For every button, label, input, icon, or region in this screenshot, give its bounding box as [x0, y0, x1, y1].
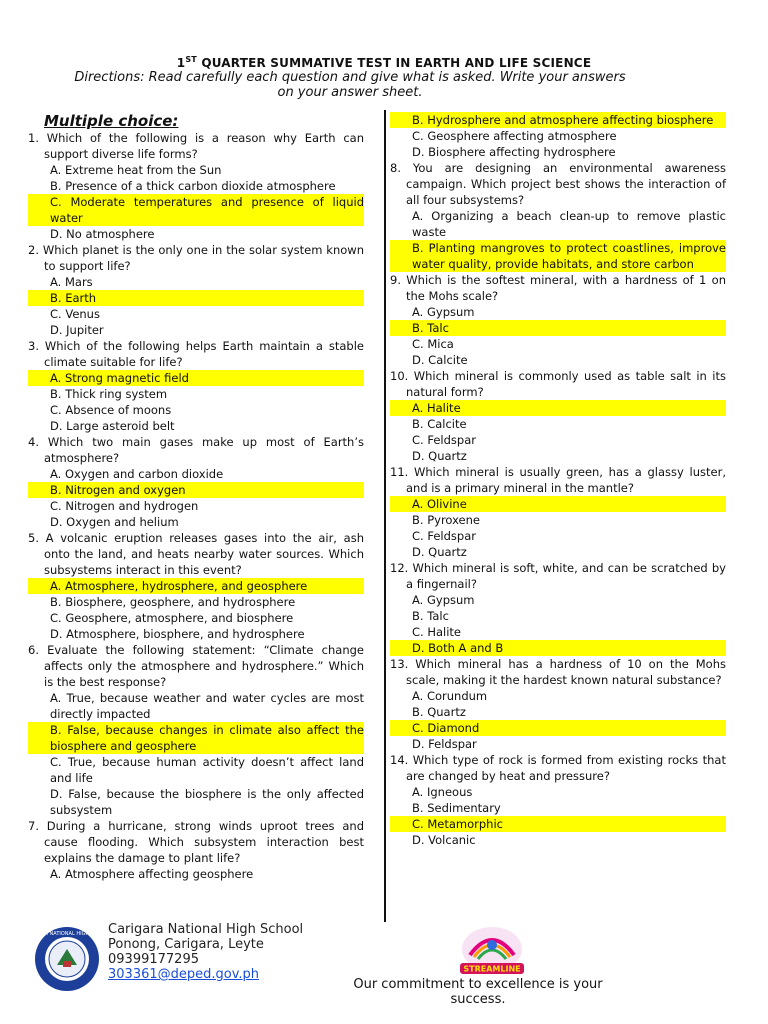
answer-option: B. Pyroxene	[412, 513, 480, 527]
answer-option: B. Presence of a thick carbon dioxide atmosphere	[50, 179, 336, 193]
answer-option: A. Gypsum	[412, 593, 475, 607]
answer-option: A. Organizing a beach clean-up to remove plastic waste	[412, 209, 726, 239]
logo-text: STREAMLINE	[463, 964, 521, 974]
answer-option: D. No atmosphere	[50, 227, 155, 241]
answer-option: D. Volcanic	[412, 833, 476, 847]
answer-option: A. Atmosphere affecting geosphere	[50, 867, 254, 881]
school-info	[108, 922, 303, 982]
question-text: 14. Which type of rock is formed from existing rocks that are changed by heat and pressure?	[390, 753, 726, 783]
answer-option: A. Extreme heat from the Sun	[50, 163, 222, 177]
answer-option: A. Oxygen and carbon dioxide	[50, 467, 224, 481]
answer-option: A. Corundum	[412, 689, 488, 703]
answer-option: D. Atmosphere, biosphere, and hydrosphere	[50, 627, 305, 641]
answer-option: D. Calcite	[412, 353, 468, 367]
section-heading: Multiple choice:	[44, 112, 179, 130]
answer-option-highlighted: A. Olivine	[390, 496, 726, 512]
answer-option: B. Biosphere, geosphere, and hydrosphere	[50, 595, 296, 609]
answer-option-highlighted: A. Atmosphere, hydrosphere, and geosphere	[28, 578, 364, 594]
answer-option: C. Venus	[50, 307, 100, 321]
directions	[50, 70, 650, 100]
answer-option-highlighted: B. Planting mangroves to protect coastlines, improve water quality, provide habitats, and store carbon	[390, 240, 726, 272]
question-text: 9. Which is the softest mineral, with a hardness of 1 on the Mohs scale?	[390, 273, 726, 303]
question-text: 13. Which mineral has a hardness of 10 on the Mohs scale, making it the hardest known natural substance?	[390, 657, 726, 687]
answer-option: C. Geosphere affecting atmosphere	[412, 129, 617, 143]
answer-option: D. Large asteroid belt	[50, 419, 175, 433]
answer-option-highlighted: B. Earth	[28, 290, 364, 306]
answer-option: D. Quartz	[412, 449, 467, 463]
answer-option-highlighted: C. Moderate temperatures and presence of liquid water	[28, 194, 364, 226]
answer-option: A. True, because weather and water cycles are most directly impacted	[50, 691, 364, 721]
answer-option: C. Halite	[412, 625, 462, 639]
answer-option: C. Mica	[412, 337, 454, 351]
school-email-link[interactable]: 303361@deped.gov.ph	[108, 967, 260, 982]
school-phone: 09399177295	[108, 952, 199, 967]
question-text: 2. Which planet is the only one in the solar system known to support life?	[28, 243, 364, 273]
streamline-logo-icon	[452, 925, 532, 983]
school-name: Carigara National High School	[108, 922, 304, 937]
answer-option: D. False, because the biosphere is the only affected subsystem	[50, 787, 364, 817]
answer-option: A. Igneous	[412, 785, 473, 799]
answer-option: D. Oxygen and helium	[50, 515, 179, 529]
question-text: 3. Which of the following helps Earth maintain a stable climate suitable for life?	[28, 339, 364, 369]
test-title: 1ST QUARTER SUMMATIVE TEST IN EARTH AND LIFE SCIENCE	[176, 55, 592, 70]
answer-option: C. True, because human activity doesn’t affect land and life	[50, 755, 364, 785]
column-divider	[384, 110, 386, 922]
answer-option: C. Geosphere, atmosphere, and biosphere	[50, 611, 294, 625]
answer-option: B. Calcite	[412, 417, 467, 431]
question-text: 7. During a hurricane, strong winds uproot trees and cause flooding. Which subsystem interaction best explains the damage to plant life?	[28, 819, 364, 865]
answer-option-highlighted: B. False, because changes in climate also affect the biosphere and geosphere	[28, 722, 364, 754]
answer-option-highlighted: A. Strong magnetic field	[28, 370, 364, 386]
school-address: Ponong, Carigara, Leyte	[108, 937, 264, 952]
directions-line-1: Directions: Read carefully each question and give what is asked. Write your answers	[74, 70, 626, 85]
question-text: 4. Which two main gases make up most of Earth’s atmosphere?	[28, 435, 364, 465]
question-text: 11. Which mineral is usually green, has a glassy luster, and is a primary mineral in the mantle?	[390, 465, 726, 495]
answer-option-highlighted: B. Nitrogen and oxygen	[28, 482, 364, 498]
question-text: 5. A volcanic eruption releases gases into the air, ash onto the land, and heats nearby water sources. Which subsystems interact in this event?	[28, 531, 364, 577]
question-text: 6. Evaluate the following statement: “Climate change affects only the atmosphere and hydrosphere.” Which is the best response?	[28, 643, 364, 689]
directions-line-2: on your answer sheet.	[277, 85, 423, 100]
answer-option: B. Sedimentary	[412, 801, 501, 815]
question-text: 8. You are designing an environmental awareness campaign. Which project best shows the interaction of all four subsystems?	[390, 161, 726, 207]
answer-option-highlighted: A. Halite	[390, 400, 726, 416]
seal-text: CARIGARA NATIONAL HIGH SCHOOL	[22, 931, 112, 937]
answer-option: C. Absence of moons	[50, 403, 172, 417]
answer-option: B. Talc	[412, 609, 449, 623]
answer-option: A. Mars	[50, 275, 93, 289]
question-text: 12. Which mineral is soft, white, and can be scratched by a fingernail?	[390, 561, 726, 591]
answer-option-highlighted: C. Diamond	[390, 720, 726, 736]
school-seal-icon	[22, 925, 112, 993]
question-text: 10. Which mineral is commonly used as table salt in its natural form?	[390, 369, 726, 399]
answer-option: D. Feldspar	[412, 737, 477, 751]
right-column	[390, 112, 726, 848]
answer-option: D. Biosphere affecting hydrosphere	[412, 145, 616, 159]
answer-option-highlighted: B. Hydrosphere and atmosphere affecting biosphere	[390, 112, 726, 128]
answer-option: C. Feldspar	[412, 529, 476, 543]
answer-option: C. Feldspar	[412, 433, 476, 447]
answer-option: C. Nitrogen and hydrogen	[50, 499, 199, 513]
answer-option: B. Thick ring system	[50, 387, 168, 401]
answer-option-highlighted: B. Talc	[390, 320, 726, 336]
question-text: 1. Which of the following is a reason why Earth can support diverse life forms?	[28, 131, 364, 161]
answer-option: D. Quartz	[412, 545, 467, 559]
motto: Our commitment to excellence is your success.	[353, 977, 603, 1007]
answer-option-highlighted: C. Metamorphic	[390, 816, 726, 832]
answer-option: A. Gypsum	[412, 305, 475, 319]
answer-option: B. Quartz	[412, 705, 466, 719]
left-column	[28, 130, 364, 882]
answer-option: D. Jupiter	[50, 323, 104, 337]
answer-option-highlighted: D. Both A and B	[390, 640, 726, 656]
